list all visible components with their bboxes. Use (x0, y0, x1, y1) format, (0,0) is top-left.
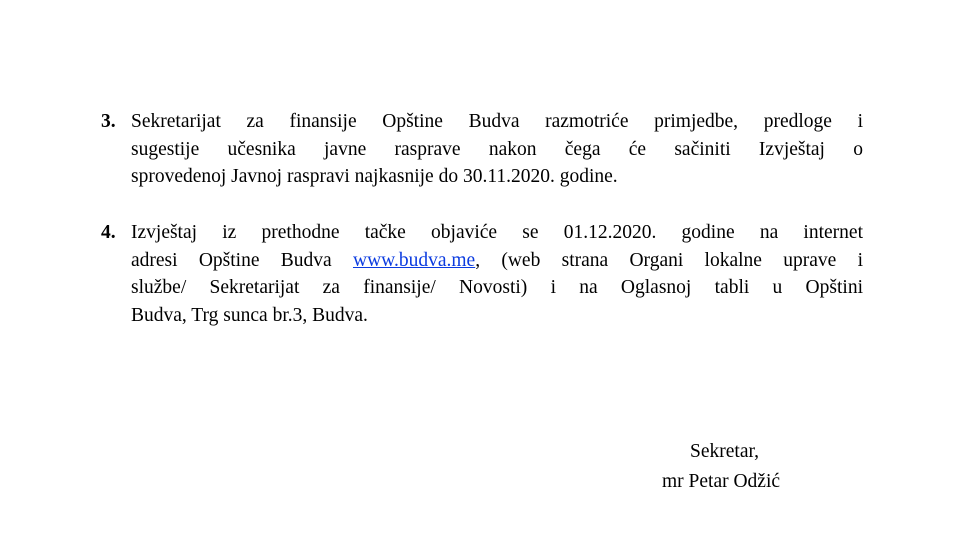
list-item-3 (101, 108, 863, 191)
website-link[interactable]: www.budva.me (352, 249, 476, 271)
text-before-link: adresi Opštine Budva (131, 249, 353, 271)
item-text (131, 108, 863, 191)
item-text-line: Budva, Trg sunca br.3, Budva. (131, 304, 368, 326)
item-text-line: službe/ Sekretarijat za finansije/ Novosti) i na Oglasnoj tabli u Opštini (131, 277, 863, 298)
item-text (131, 219, 863, 329)
signature-name: mr Petar Odžić (662, 471, 781, 492)
item-text-line: Sekretarijat za finansije Opštine Budva razmotriće primjedbe, predloge i (131, 111, 863, 132)
list-item-4 (101, 219, 863, 329)
signature-title: Sekretar, (690, 441, 760, 462)
item-text-line: sugestije učesnika javne rasprave nakon čega će sačiniti Izvještaj o (131, 138, 863, 160)
text-after-link: , (web strana Organi lokalne uprave i (475, 249, 863, 271)
item-text-line-with-link (131, 247, 863, 275)
item-text-line: Izvještaj iz prethodne tačke objaviće se 01.12.2020. godine na internet (131, 222, 863, 243)
item-number: 3. (101, 111, 116, 132)
item-text-line: sprovedenoj Javnoj raspravi najkasnije do 30.11.2020. godine. (131, 166, 618, 187)
signature-block (640, 437, 840, 497)
item-number: 4. (101, 222, 116, 243)
